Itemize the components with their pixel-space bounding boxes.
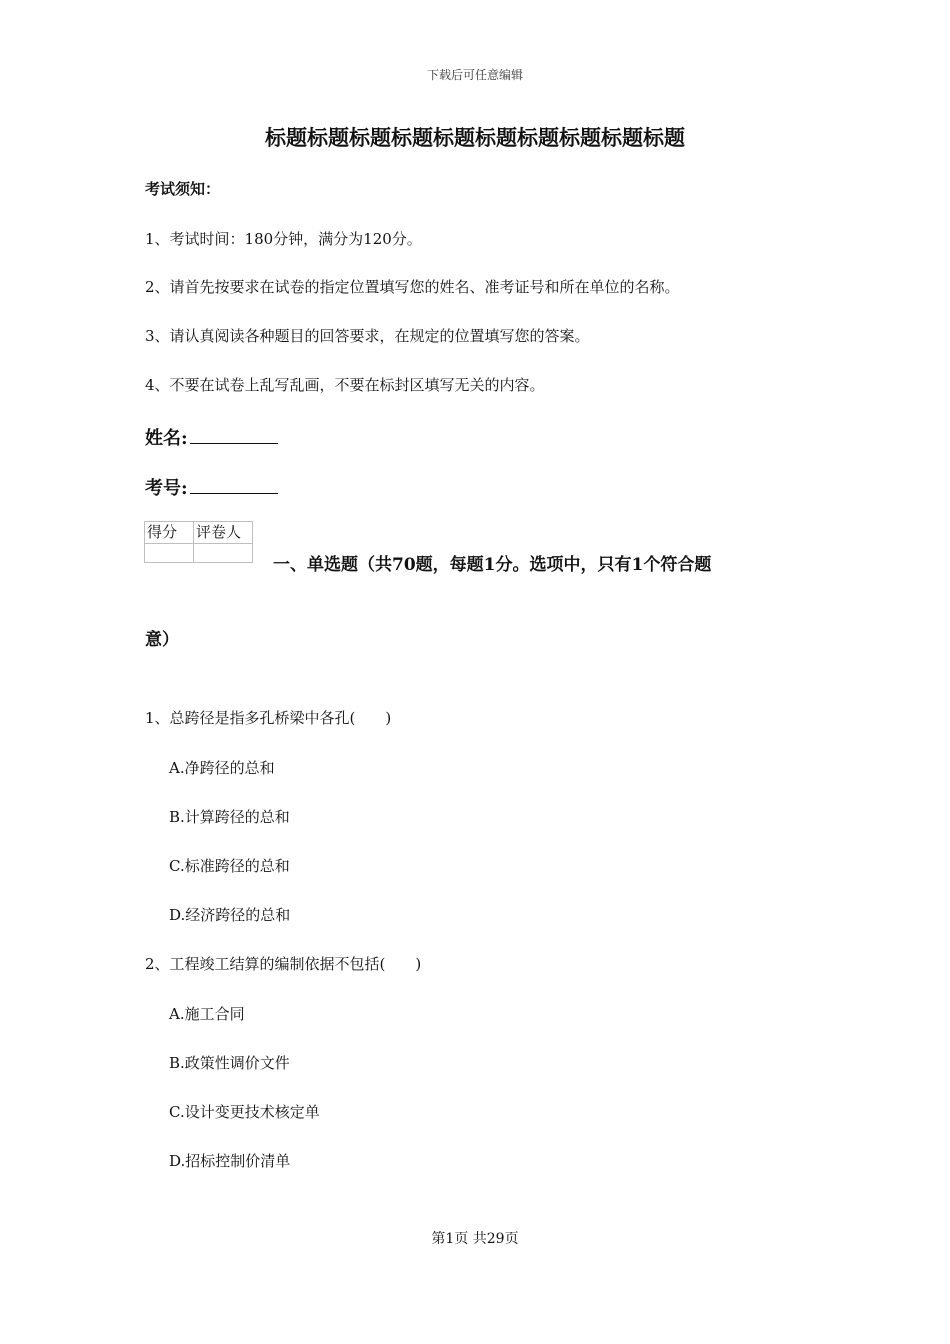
score-table — [144, 521, 253, 563]
name-blank-line[interactable] — [190, 442, 278, 444]
notice-heading: 考试须知： — [145, 180, 221, 198]
question-option: B.政策性调价文件 — [169, 1054, 290, 1072]
grader-header: 评卷人 — [194, 522, 253, 544]
score-header: 得分 — [145, 522, 194, 544]
question-option: B.计算跨径的总和 — [169, 808, 290, 826]
grader-cell[interactable] — [194, 544, 253, 563]
question-option: D.招标控制价清单 — [169, 1152, 291, 1170]
exam-number-label: 考号: — [145, 478, 188, 499]
question-stem: 2、工程竣工结算的编制依据不包括( ) — [145, 955, 422, 973]
section-title: 一、单选题（共70题，每题1分。选项中，只有1个符合题 — [273, 555, 712, 575]
exam-number-blank-line[interactable] — [190, 492, 278, 494]
section-title-continued: 意） — [145, 630, 179, 650]
question-option: C.设计变更技术核定单 — [169, 1103, 320, 1121]
question-option: C.标准跨径的总和 — [169, 857, 290, 875]
notice-item: 1、考试时间：180分钟，满分为120分。 — [145, 230, 422, 248]
notice-item: 3、请认真阅读各种题目的回答要求，在规定的位置填写您的答案。 — [145, 327, 590, 345]
question-stem: 1、总跨径是指多孔桥梁中各孔( ) — [145, 709, 392, 727]
header-note: 下载后可任意编辑 — [426, 68, 523, 82]
notice-item: 4、不要在试卷上乱写乱画，不要在标封区填写无关的内容。 — [145, 376, 545, 394]
question-option: A.施工合同 — [169, 1005, 245, 1023]
score-cell[interactable] — [145, 544, 194, 563]
exam-number-field — [145, 474, 278, 500]
name-field — [145, 424, 278, 450]
page-footer: 第1页 共29页 — [431, 1231, 519, 1247]
name-label: 姓名: — [145, 428, 188, 449]
question-option: D.经济跨径的总和 — [169, 906, 291, 924]
notice-item: 2、请首先按要求在试卷的指定位置填写您的姓名、准考证号和所在单位的名称。 — [145, 278, 680, 296]
document-title: 标题标题标题标题标题标题标题标题标题标题 — [265, 125, 685, 150]
question-option: A.净跨径的总和 — [169, 759, 275, 777]
